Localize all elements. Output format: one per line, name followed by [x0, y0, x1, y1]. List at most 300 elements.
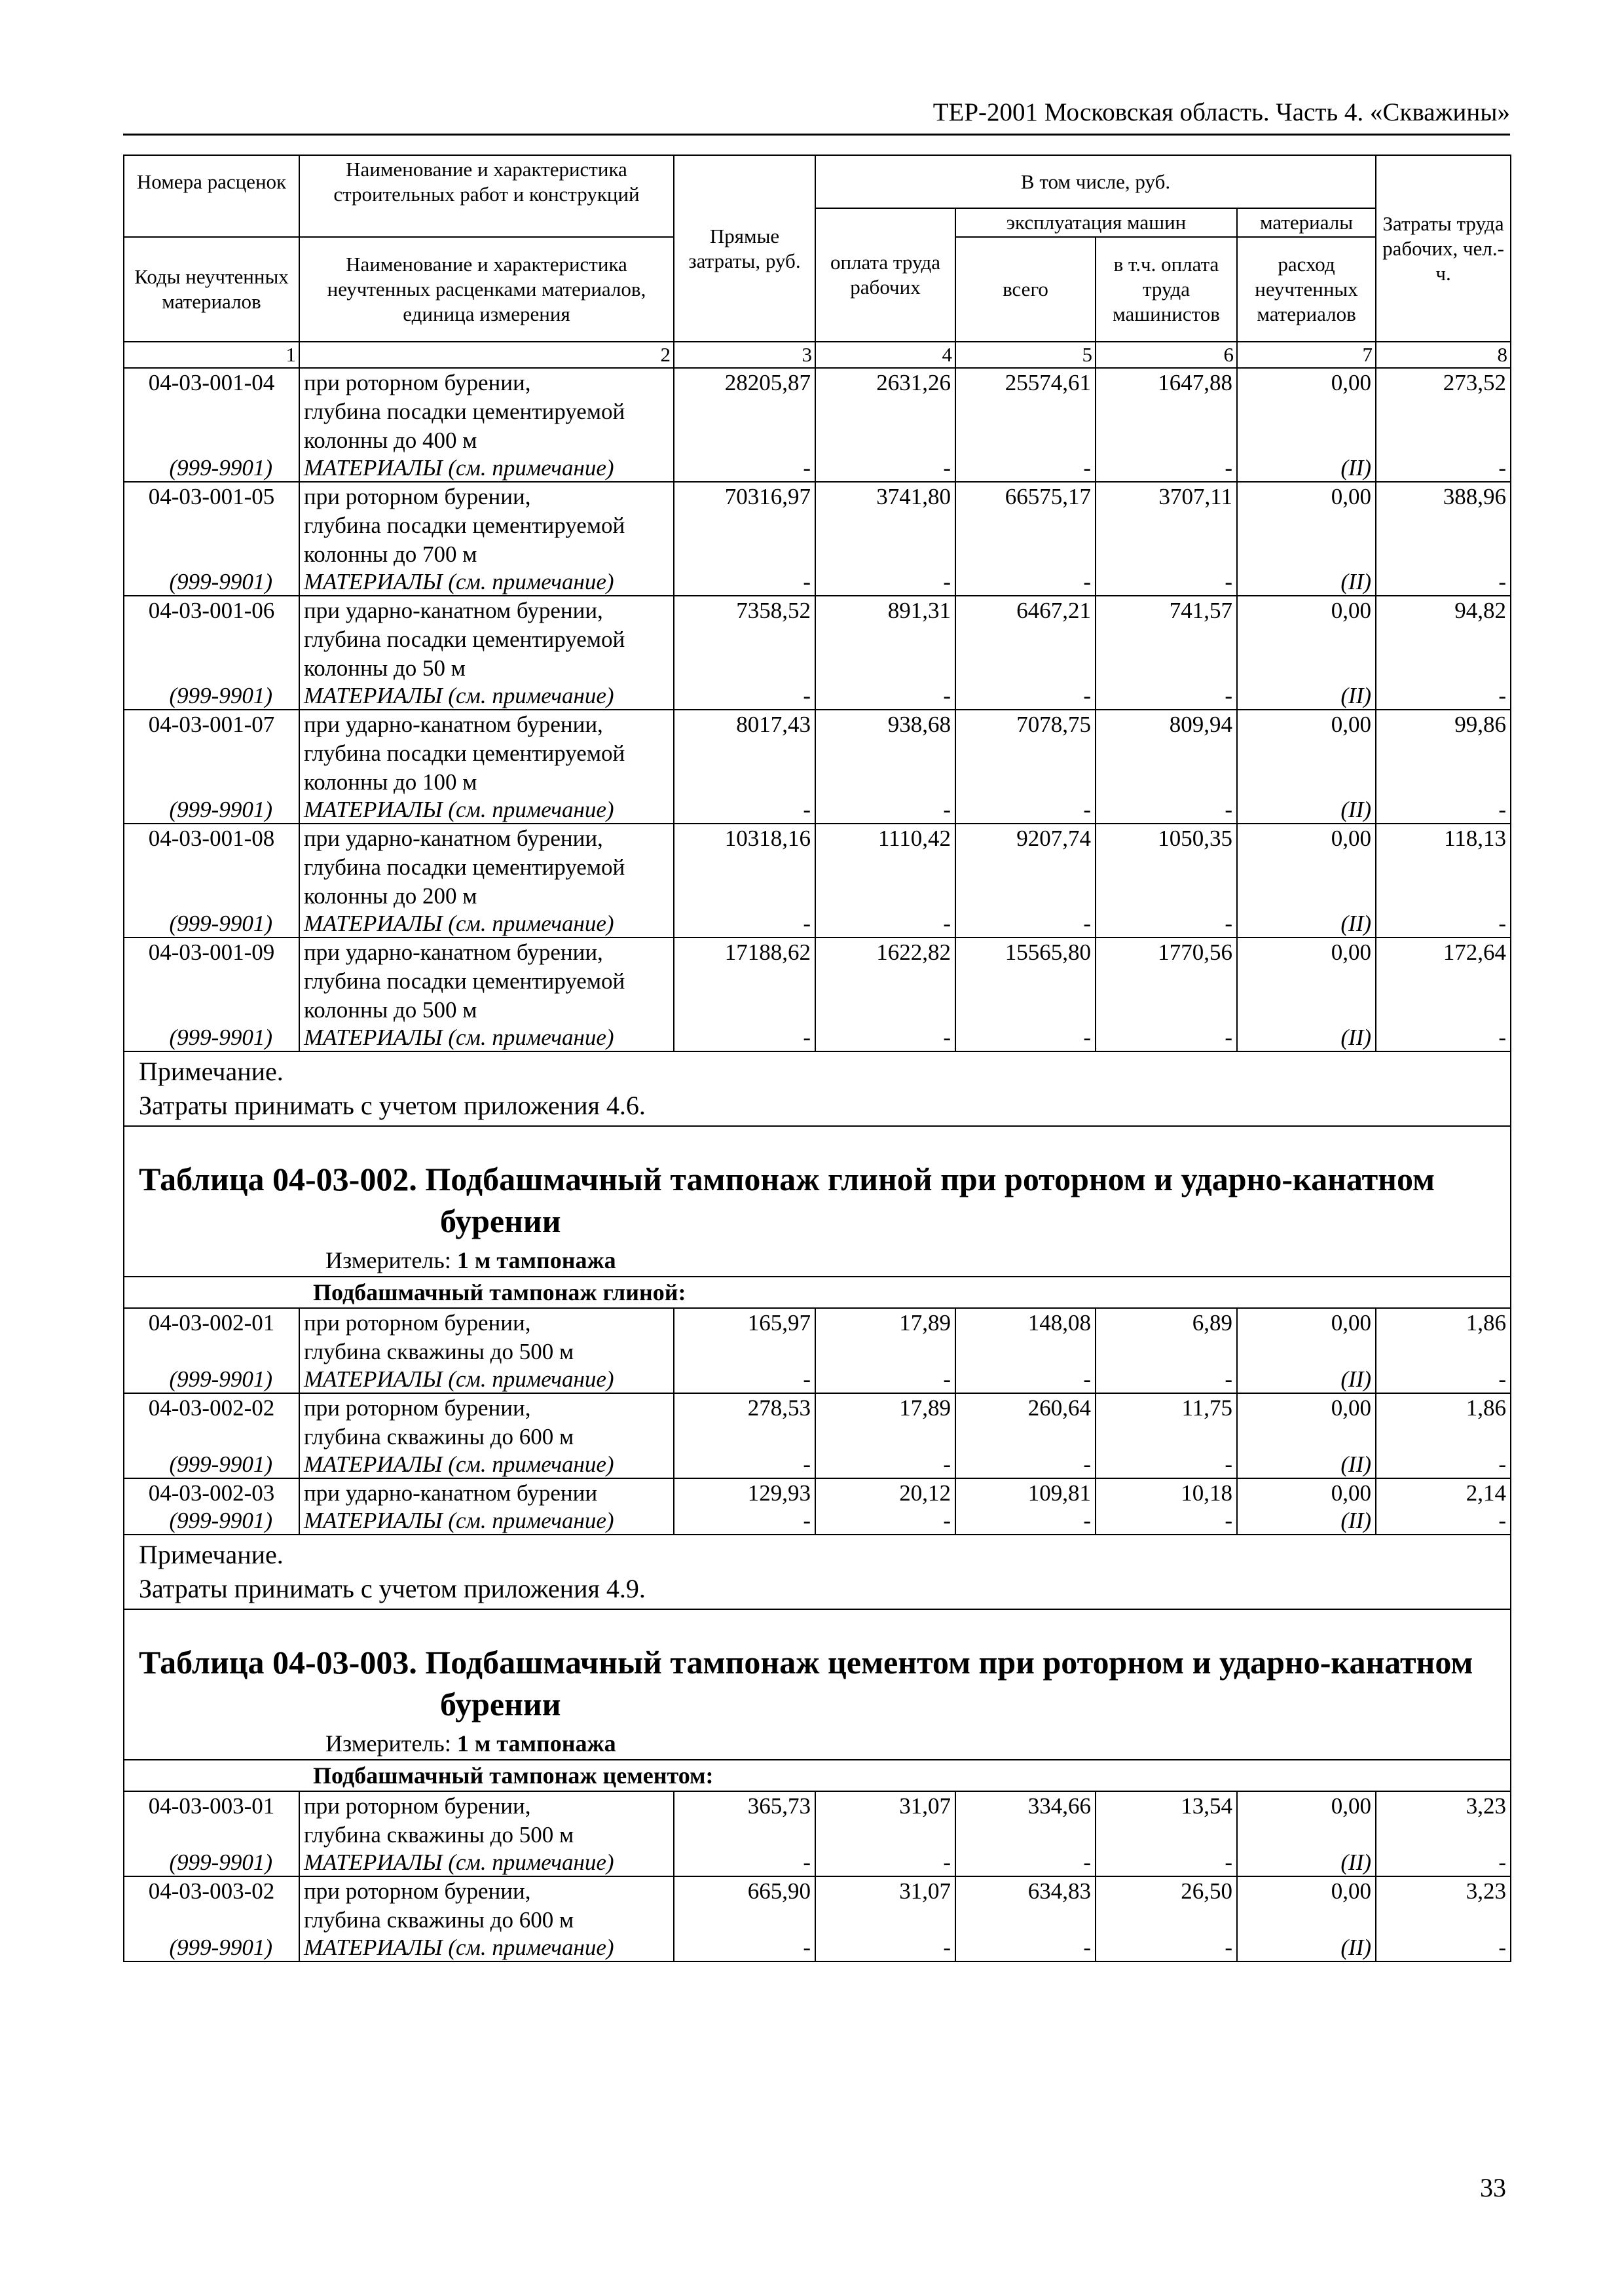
rate-value-empty: [815, 882, 955, 911]
rate-code: 04-03-001-08: [124, 824, 299, 853]
rate-value-empty: [1237, 1906, 1376, 1935]
rate-name-line: глубина скважины до 600 м: [299, 1906, 674, 1935]
header-ekspl: эксплуатация машин: [955, 208, 1237, 237]
table-row-cont: [124, 768, 1511, 797]
rate-value-empty: [815, 654, 955, 683]
material-dash: -: [674, 797, 815, 824]
rate-value: 741,57: [1096, 596, 1237, 625]
rate-value: 1770,56: [1096, 938, 1237, 967]
rate-name-line: глубина посадки цементируемой: [299, 739, 674, 768]
material-name: МАТЕРИАЛЫ (см. примечание): [299, 797, 674, 824]
note-line: Примечание.: [139, 1540, 284, 1569]
rate-name-line: колонны до 100 м: [299, 768, 674, 797]
rate-value-empty: [1096, 967, 1237, 996]
material-dash: -: [674, 1451, 815, 1478]
material-name: МАТЕРИАЛЫ (см. примечание): [299, 1451, 674, 1478]
rate-value: 0,00: [1237, 1308, 1376, 1338]
rate-value: 1,86: [1376, 1308, 1511, 1338]
rate-value-empty: [674, 1906, 815, 1935]
rate-value: 3707,11: [1096, 482, 1237, 511]
rate-value: 0,00: [1237, 824, 1376, 853]
rate-value-empty: [955, 1821, 1096, 1850]
rate-name-line: колонны до 700 м: [299, 540, 674, 569]
table-row-cont: [124, 1821, 1511, 1850]
material-name: МАТЕРИАЛЫ (см. примечание): [299, 569, 674, 596]
rate-value-empty: [815, 397, 955, 426]
header-spacer: [124, 208, 299, 237]
material-name: МАТЕРИАЛЫ (см. примечание): [299, 1850, 674, 1876]
header-zatraty: Затраты труда рабочих, чел.-ч.: [1376, 155, 1511, 342]
material-dash: -: [955, 797, 1096, 824]
rate-value-empty: [674, 996, 815, 1025]
rate-code: 04-03-001-07: [124, 710, 299, 739]
rate-value: 10,18: [1096, 1478, 1237, 1508]
rate-name-line: глубина посадки цементируемой: [299, 511, 674, 540]
material-dash: -: [1096, 1508, 1237, 1535]
material-ii: (II): [1237, 1451, 1376, 1478]
rate-code: 04-03-001-05: [124, 482, 299, 511]
table-row: [124, 1478, 1511, 1508]
header-vsego: всего: [955, 237, 1096, 342]
material-dash: -: [955, 1935, 1096, 1961]
rate-value: 26,50: [1096, 1876, 1237, 1906]
rate-value: 2631,26: [815, 368, 955, 397]
table-row-cont: [124, 882, 1511, 911]
rate-name-line: при роторном бурении,: [299, 482, 674, 511]
rate-name-line: при ударно-канатном бурении: [299, 1478, 674, 1508]
material-dash: -: [1096, 1025, 1237, 1051]
rate-value: 1110,42: [815, 824, 955, 853]
material-row: [124, 1025, 1511, 1051]
material-ii: (II): [1237, 1366, 1376, 1393]
table-subhead: Подбашмачный тампонаж глиной:: [124, 1277, 1511, 1308]
material-dash: -: [1096, 797, 1237, 824]
rate-code: 04-03-001-09: [124, 938, 299, 967]
rate-value: 172,64: [1376, 938, 1511, 967]
material-code: (999-9901): [124, 1451, 299, 1478]
material-dash: -: [815, 569, 955, 596]
rate-value: 7078,75: [955, 710, 1096, 739]
material-dash: -: [815, 1451, 955, 1478]
header-v-tom-chisle: В том числе, руб.: [815, 155, 1376, 208]
material-dash: -: [1096, 911, 1237, 938]
rate-code-empty: [124, 1821, 299, 1850]
rate-value-empty: [1376, 1338, 1511, 1366]
material-row: [124, 569, 1511, 596]
rate-value: 1622,82: [815, 938, 955, 967]
material-dash: -: [1376, 455, 1511, 482]
rate-value-empty: [1376, 967, 1511, 996]
header-materialy: материалы: [1237, 208, 1376, 237]
material-row: [124, 1366, 1511, 1393]
rate-value: 17188,62: [674, 938, 815, 967]
rate-value-empty: [955, 1906, 1096, 1935]
rate-value-empty: [1237, 996, 1376, 1025]
rate-value: 6,89: [1096, 1308, 1237, 1338]
rate-name-line: колонны до 200 м: [299, 882, 674, 911]
material-dash: -: [674, 911, 815, 938]
rate-name-line: глубина посадки цементируемой: [299, 967, 674, 996]
material-dash: -: [815, 911, 955, 938]
rate-name-line: колонны до 500 м: [299, 996, 674, 1025]
table-title-block: [124, 1609, 1511, 1760]
material-name: МАТЕРИАЛЫ (см. примечание): [299, 911, 674, 938]
rate-value: 15565,80: [955, 938, 1096, 967]
rate-value-empty: [1237, 397, 1376, 426]
material-dash: -: [1376, 1850, 1511, 1876]
rate-value: 3741,80: [815, 482, 955, 511]
rate-name-line: при роторном бурении,: [299, 1308, 674, 1338]
rate-value: 0,00: [1237, 368, 1376, 397]
table-row-cont: [124, 625, 1511, 654]
table-row-cont: [124, 1338, 1511, 1366]
table-row-cont: [124, 739, 1511, 768]
rate-value-empty: [1237, 739, 1376, 768]
rate-value-empty: [674, 768, 815, 797]
rate-name-line: при роторном бурении,: [299, 368, 674, 397]
rate-name-line: при ударно-канатном бурении,: [299, 596, 674, 625]
rate-value: 6467,21: [955, 596, 1096, 625]
material-dash: -: [955, 1366, 1096, 1393]
material-dash: -: [1096, 1451, 1237, 1478]
material-ii: (II): [1237, 1508, 1376, 1535]
rate-value-empty: [1096, 739, 1237, 768]
rate-value-empty: [1237, 654, 1376, 683]
rate-name-line: глубина скважины до 600 м: [299, 1423, 674, 1451]
running-header: ТЕР-2001 Московская область. Часть 4. «Скважины»: [123, 97, 1510, 136]
table-row-cont: [124, 540, 1511, 569]
material-ii: (II): [1237, 1850, 1376, 1876]
rate-value: 17,89: [815, 1308, 955, 1338]
rate-name-line: при ударно-канатном бурении,: [299, 824, 674, 853]
rate-name-line: глубина посадки цементируемой: [299, 625, 674, 654]
rate-name-line: при ударно-канатном бурении,: [299, 938, 674, 967]
rate-code-empty: [124, 967, 299, 996]
table-row-cont: [124, 1906, 1511, 1935]
rate-value-empty: [674, 397, 815, 426]
material-code: (999-9901): [124, 683, 299, 710]
material-dash: -: [674, 1025, 815, 1051]
rate-code-empty: [124, 511, 299, 540]
rate-value-empty: [1376, 625, 1511, 654]
material-dash: -: [955, 1025, 1096, 1051]
header-num: 8: [1376, 342, 1511, 368]
material-code: (999-9901): [124, 1935, 299, 1961]
material-dash: -: [1376, 1508, 1511, 1535]
note-line: Затраты принимать с учетом приложения 4.6.: [139, 1091, 646, 1120]
material-name: МАТЕРИАЛЫ (см. примечание): [299, 1508, 674, 1535]
table-title: [139, 1158, 1496, 1242]
rate-value-empty: [955, 397, 1096, 426]
rate-value-empty: [674, 511, 815, 540]
material-dash: -: [1096, 1935, 1237, 1961]
material-ii: (II): [1237, 569, 1376, 596]
rate-value: 118,13: [1376, 824, 1511, 853]
rate-value-empty: [815, 739, 955, 768]
rate-value: 28205,87: [674, 368, 815, 397]
rate-code-empty: [124, 853, 299, 882]
rate-value-empty: [674, 540, 815, 569]
rate-value-empty: [955, 996, 1096, 1025]
rate-name-line: глубина посадки цементируемой: [299, 853, 674, 882]
rate-value-empty: [955, 540, 1096, 569]
rate-value: 260,64: [955, 1393, 1096, 1423]
header-kody: Коды неучтенных материалов: [124, 237, 299, 342]
table-row: [124, 482, 1511, 511]
table-row: [124, 824, 1511, 853]
material-dash: -: [1376, 683, 1511, 710]
table-row-cont: [124, 397, 1511, 426]
rate-value-empty: [1376, 1821, 1511, 1850]
note-line: Примечание.: [139, 1057, 284, 1086]
rate-value-empty: [1237, 625, 1376, 654]
header-num: 2: [299, 342, 674, 368]
header-num: 7: [1237, 342, 1376, 368]
material-code: (999-9901): [124, 455, 299, 482]
measure-value: 1 м тампонажа: [456, 1247, 616, 1273]
rate-value-empty: [1096, 1338, 1237, 1366]
material-name: МАТЕРИАЛЫ (см. примечание): [299, 1025, 674, 1051]
measure-label: Измеритель:: [325, 1247, 451, 1273]
rate-value-empty: [815, 1338, 955, 1366]
rate-value: 8017,43: [674, 710, 815, 739]
measure-value: 1 м тампонажа: [456, 1730, 616, 1757]
rate-value-empty: [1237, 426, 1376, 455]
rate-value-empty: [955, 625, 1096, 654]
table-body: [124, 368, 1511, 1961]
rate-value-empty: [1096, 768, 1237, 797]
rate-value: 938,68: [815, 710, 955, 739]
material-code: (999-9901): [124, 911, 299, 938]
rate-value-empty: [1237, 1338, 1376, 1366]
rate-value-empty: [1096, 511, 1237, 540]
rate-code: 04-03-001-04: [124, 368, 299, 397]
rate-value-empty: [1237, 1821, 1376, 1850]
rate-value-empty: [815, 1821, 955, 1850]
material-dash: -: [674, 1850, 815, 1876]
rate-value-empty: [1376, 511, 1511, 540]
rate-code-empty: [124, 739, 299, 768]
material-dash: -: [955, 1451, 1096, 1478]
rate-code-empty: [124, 397, 299, 426]
rate-code-empty: [124, 1423, 299, 1451]
rate-value: 3,23: [1376, 1876, 1511, 1906]
header-rashod: расход неучтенных материалов: [1237, 237, 1376, 342]
rate-value: 0,00: [1237, 938, 1376, 967]
rate-value: 148,08: [955, 1308, 1096, 1338]
rate-name-line: глубина посадки цементируемой: [299, 397, 674, 426]
rate-value: 66575,17: [955, 482, 1096, 511]
material-ii: (II): [1237, 455, 1376, 482]
rate-value-empty: [955, 511, 1096, 540]
note: [124, 1051, 1511, 1126]
rate-code: 04-03-002-03: [124, 1478, 299, 1508]
table-row: [124, 596, 1511, 625]
rate-value-empty: [1376, 540, 1511, 569]
rate-value-empty: [815, 967, 955, 996]
material-dash: -: [955, 683, 1096, 710]
rate-value: 99,86: [1376, 710, 1511, 739]
material-dash: -: [674, 1935, 815, 1961]
material-ii: (II): [1237, 797, 1376, 824]
material-dash: -: [1096, 1850, 1237, 1876]
table-row: [124, 368, 1511, 397]
material-dash: -: [1376, 797, 1511, 824]
header-num: 6: [1096, 342, 1237, 368]
material-code: (999-9901): [124, 1025, 299, 1051]
rate-value: 2,14: [1376, 1478, 1511, 1508]
rate-value-empty: [1237, 882, 1376, 911]
table-subhead: Подбашмачный тампонаж цементом:: [124, 1760, 1511, 1791]
material-name: МАТЕРИАЛЫ (см. примечание): [299, 683, 674, 710]
rate-name-line: колонны до 50 м: [299, 654, 674, 683]
material-dash: -: [674, 683, 815, 710]
rate-name-line: при роторном бурении,: [299, 1791, 674, 1821]
rate-code-empty: [124, 654, 299, 683]
material-dash: -: [1096, 1366, 1237, 1393]
material-dash: -: [1376, 1025, 1511, 1051]
material-dash: -: [1376, 1451, 1511, 1478]
material-code: (999-9901): [124, 1508, 299, 1535]
material-row: [124, 1508, 1511, 1535]
rate-value-empty: [1237, 511, 1376, 540]
rate-code-empty: [124, 625, 299, 654]
rate-value-empty: [1096, 1821, 1237, 1850]
rate-value-empty: [815, 511, 955, 540]
material-name: МАТЕРИАЛЫ (см. примечание): [299, 1935, 674, 1961]
rate-value-empty: [815, 768, 955, 797]
material-dash: -: [674, 1366, 815, 1393]
rate-value-empty: [1376, 768, 1511, 797]
table-row-cont: [124, 1423, 1511, 1451]
material-row: [124, 1451, 1511, 1478]
rate-value: 0,00: [1237, 1393, 1376, 1423]
table-row: [124, 710, 1511, 739]
rate-code: 04-03-003-01: [124, 1791, 299, 1821]
material-row: [124, 1935, 1511, 1961]
rate-value-empty: [1376, 1906, 1511, 1935]
material-dash: -: [1376, 569, 1511, 596]
rate-value-empty: [1096, 654, 1237, 683]
material-row: [124, 797, 1511, 824]
rate-name-line: глубина скважины до 500 м: [299, 1338, 674, 1366]
rate-value: 334,66: [955, 1791, 1096, 1821]
rate-value: 13,54: [1096, 1791, 1237, 1821]
material-dash: -: [815, 1935, 955, 1961]
rate-value-empty: [1376, 426, 1511, 455]
rate-value: 891,31: [815, 596, 955, 625]
rate-code-empty: [124, 1338, 299, 1366]
material-dash: -: [1096, 455, 1237, 482]
note-line: Затраты принимать с учетом приложения 4.9.: [139, 1574, 646, 1603]
rate-value-empty: [1096, 397, 1237, 426]
material-dash: -: [1376, 1935, 1511, 1961]
rate-value-empty: [1237, 1423, 1376, 1451]
header-vtch: в т.ч. оплата труда машинистов: [1096, 237, 1237, 342]
material-code: (999-9901): [124, 797, 299, 824]
rate-value-empty: [955, 654, 1096, 683]
header-num: 4: [815, 342, 955, 368]
rate-code-empty: [124, 540, 299, 569]
table-title-line: Таблица 04-03-002. Подбашмачный тампонаж глиной при роторном и ударно-канатном: [139, 1161, 1435, 1197]
material-dash: -: [674, 455, 815, 482]
table-row: [124, 1308, 1511, 1338]
table-row-cont: [124, 967, 1511, 996]
rate-value: 129,93: [674, 1478, 815, 1508]
rate-value-empty: [1237, 768, 1376, 797]
table-row-cont: [124, 853, 1511, 882]
rate-value: 3,23: [1376, 1791, 1511, 1821]
rate-value-empty: [1096, 426, 1237, 455]
rate-value: 0,00: [1237, 1791, 1376, 1821]
rate-value-empty: [955, 1338, 1096, 1366]
material-ii: (II): [1237, 683, 1376, 710]
rate-code-empty: [124, 426, 299, 455]
rate-value-empty: [1096, 1423, 1237, 1451]
material-name: МАТЕРИАЛЫ (см. примечание): [299, 455, 674, 482]
rate-value-empty: [815, 540, 955, 569]
rate-value: 109,81: [955, 1478, 1096, 1508]
rate-value-empty: [1376, 1423, 1511, 1451]
table-row: [124, 1791, 1511, 1821]
rate-code-empty: [124, 768, 299, 797]
rate-value-empty: [1237, 853, 1376, 882]
rate-value: 0,00: [1237, 710, 1376, 739]
measure-label: Измеритель:: [325, 1730, 451, 1757]
rate-name-line: глубина скважины до 500 м: [299, 1821, 674, 1850]
material-dash: -: [1376, 1366, 1511, 1393]
rate-value-empty: [1096, 882, 1237, 911]
rate-value-empty: [955, 853, 1096, 882]
rate-value: 0,00: [1237, 1876, 1376, 1906]
rate-value: 1,86: [1376, 1393, 1511, 1423]
header-spacer: [299, 208, 674, 237]
header-num: 3: [674, 342, 815, 368]
material-dash: -: [955, 455, 1096, 482]
rate-value: 634,83: [955, 1876, 1096, 1906]
rate-value-empty: [674, 654, 815, 683]
rate-value-empty: [815, 853, 955, 882]
rate-value: 70316,97: [674, 482, 815, 511]
rate-value: 10318,16: [674, 824, 815, 853]
material-ii: (II): [1237, 1935, 1376, 1961]
material-name: МАТЕРИАЛЫ (см. примечание): [299, 1366, 674, 1393]
material-dash: -: [815, 797, 955, 824]
rate-value: 0,00: [1237, 596, 1376, 625]
material-row: [124, 683, 1511, 710]
table-row: [124, 1876, 1511, 1906]
rate-value-empty: [1096, 853, 1237, 882]
rate-name-line: при роторном бурении,: [299, 1876, 674, 1906]
rate-value-empty: [674, 1338, 815, 1366]
rate-value-empty: [815, 1423, 955, 1451]
material-code: (999-9901): [124, 1850, 299, 1876]
header-nomera: Номера расценок: [124, 155, 299, 208]
rate-value-empty: [674, 853, 815, 882]
rate-value-empty: [1376, 654, 1511, 683]
rate-value-empty: [1237, 540, 1376, 569]
header-naim-materials: Наименование и характеристика неучтенных расценками материалов, единица измерения: [299, 237, 674, 342]
rate-value: 388,96: [1376, 482, 1511, 511]
rate-code-empty: [124, 996, 299, 1025]
rate-code-empty: [124, 1906, 299, 1935]
material-dash: -: [674, 1508, 815, 1535]
rate-value-empty: [815, 625, 955, 654]
rate-value: 365,73: [674, 1791, 815, 1821]
material-dash: -: [1096, 569, 1237, 596]
measure: [139, 1728, 1496, 1759]
material-dash: -: [955, 1508, 1096, 1535]
